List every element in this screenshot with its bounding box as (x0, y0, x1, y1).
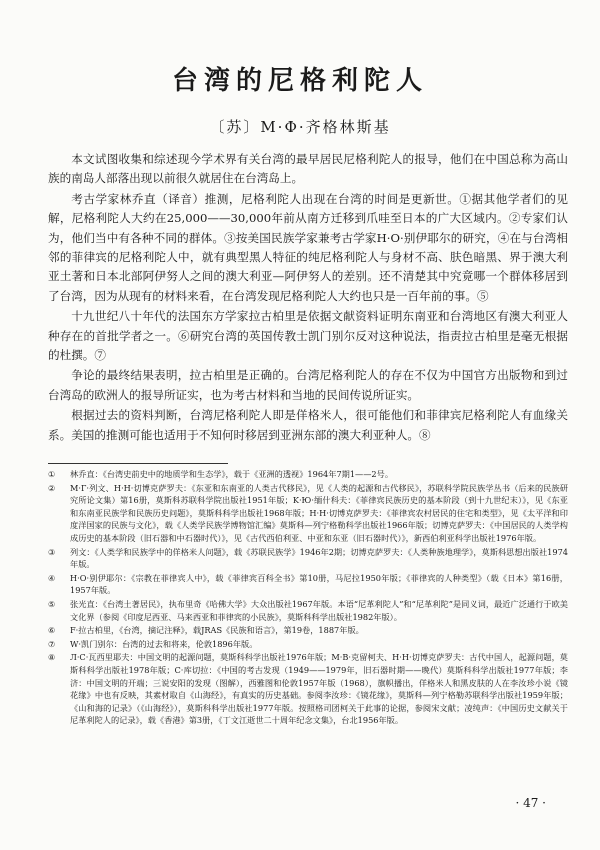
footnote (48, 651, 568, 727)
footnote (48, 546, 568, 571)
body-paragraph: 本文试图收集和综述现今学术界有关台湾的最早居民尼格利陀人的报导，他们在中国总称为高山族的南岛人部落出现以前很久就居住在台湾岛上。 (48, 152, 568, 186)
footnote-text: 列文：《人类学和民族学中的佯格米人问题》，载《苏联民族学》1946年2期；切博克萨罗夫：《人类种族地理学》，莫斯科思想出版社1974年版。 (70, 546, 568, 570)
footnote-text: H·O·别伊耶尔：《宗教在菲律宾人中》，载《菲律宾百科全书》第10册，马尼拉1950年版；《菲律宾的人种类型》（载《日本》第16册，1957年版。 (70, 572, 568, 596)
footnote-number: ⑧ (48, 652, 56, 663)
footnote-number: ⑥ (48, 625, 56, 636)
footnote (48, 572, 568, 597)
page-number: · 47 · (515, 796, 546, 810)
footnote-text: Л·C·瓦西里耶夫：中国文明的起源问题，莫斯科科学出版社1976年版；M·B·克留柯夫、H·H·切博克萨罗夫：古代中国人，起源问题，莫斯科科学出版社1978年版；C·库切拉：《中国的考古发现（1949——1979年，旧石器时期——晚代）莫斯科科学出版社1977年版；李济：中国文明的开端；三说安阳的发现（图解），西雅图和伦敦1957年版（1968），旗帜播出，佯格米人和黑皮肤的人在李汝珍小说《镜花缘》中也有反映，其素材取自《山海经》，有真实的历史基础。参阅李汝珍：《镜花缘》，莫斯科—列宁格勒苏联科学出版社1959年版；《山和海的记录》（《山海经》），莫斯科科学出版社1977年版。按照格司团柯关于此事的论据，参阅宋文献；凌纯声：《中国历史文献关于尼革利陀人的记录》，载《香港》第3册，《丁文江逝世二十周年纪念文集》，台北1956年版。 (70, 652, 568, 726)
footnote-number: ⑦ (48, 638, 56, 649)
footnote-number: ⑤ (48, 598, 56, 609)
body-paragraph: 争论的最终结果表明，拉古柏里是正确的。台湾尼格利陀人的存在不仅为中国官方出版物和到过台湾岛的欧洲人的报导所证实，也为考古材料和当地的民间传说所证实。 (48, 368, 568, 402)
body-paragraph: 根据过去的资料判断，台湾尼格利陀人即是佯格米人，很可能他们和菲律宾尼格利陀人有血缘关系。美国的推测可能也适用于不知何时移居到亚洲东部的澳大利亚种人。⑧ (48, 408, 568, 442)
footnotes (48, 468, 568, 728)
footnote-number: ① (48, 469, 56, 479)
footnote-text: 林乔直：《台湾史前史中的地质学和生态学》，载于《亚洲的透视》1964年7期1——2号。 (70, 469, 394, 479)
footnote-number: ③ (48, 546, 56, 557)
footnote-divider (48, 463, 228, 464)
footnote-text: 张光直：《台湾土著居民》，执布里奇《哈佛大学》大众出版社1967年版。本语“尼革利陀人”和“尼革利陀”是同义词，最近广泛通行于欧美文化界（参阅《印度尼西亚、马来西亚和菲律宾的小民族》，莫斯科科学出版社1982年版）。 (70, 598, 568, 622)
footnote (48, 624, 568, 637)
footnote (48, 482, 568, 545)
footnote-text: F·拉古柏里，《台湾，摘记注释》，载JRAS《民族和语言》，第19卷，1887年版。 (70, 625, 364, 636)
footnote (48, 598, 568, 623)
body-paragraph: 考古学家林乔直（译音）推测，尼格利陀人出现在台湾的时间是更新世。①据其他学者们的见解，尼格利陀人大约在25,000——30,000年前从南方迁移到爪哇至日本的广大区域内。②专家们认为，他们当中有各种不同的群体。③按美国民族学家兼考古学家H·O·别伊耶尔的研究，④在与台湾相邻的菲律宾的尼格利陀人中，就有典型黑人特征的纯尼格利陀人与身材不高、肤色暗黑、界于澳大利亚土著和日本北部阿伊努人之间的澳大利亚—阿伊努人的差别。还不清楚其中究竟哪一个群体移居到了台湾，因为从现有的材料来看，在台湾发现尼格利陀人大约也只是一百年前的事。⑤ (48, 191, 568, 303)
body-paragraph: 十九世纪八十年代的法国东方学家拉古柏里是依据文献资料证明东南亚和台湾地区有澳大利亚人种存在的首批学者之一。⑥研究台湾的英国传教士凯门别尔反对这种说法，指责拉古柏里是毫无根据的杜撰。⑦ (48, 309, 568, 363)
footnote-text: W·凯门别尔：台湾的过去和将来，伦敦1896年版。 (70, 638, 258, 649)
footnote (48, 468, 568, 481)
footnote-text: M·Г·列文、H·H·切博克萨罗夫：《东亚和东南亚的人类古代移民》，见《人类的起源和古代移民》，苏联科学院民族学丛书（后来的民族研究所论文集）第16册，莫斯科苏联科学院出版社1951年版；K·Ю·缅什科夫：《菲律宾民族历史的基本阶段（到十九世纪末）》，见《东亚和东南亚民族学和民族历史问题》，莫斯科科学出版社1968年版；H·H·切博克萨罗夫：《菲律宾农村居民的住宅和类型》，见《太平洋和印度洋国家的民族与文化》，载《人类学民族学博物馆汇编》莫斯科—列宁格勒科学出版社1966年版；切博克萨罗夫：《中国居民的人类学构成历史的基本阶段（旧石器和中石器时代）》，见《古代西伯利亚、中亚和东亚（旧石器时代）》，新西伯利亚科学出版社1976年版。 (70, 482, 568, 543)
footnote-number: ④ (48, 572, 56, 583)
footnote-number: ② (48, 482, 56, 493)
footnote (48, 638, 568, 651)
article-title: 台湾的尼格利陀人 (171, 66, 428, 96)
article-body (48, 150, 568, 446)
article-author: 〔苏〕M·Ф·齐格林斯基 (209, 118, 391, 136)
